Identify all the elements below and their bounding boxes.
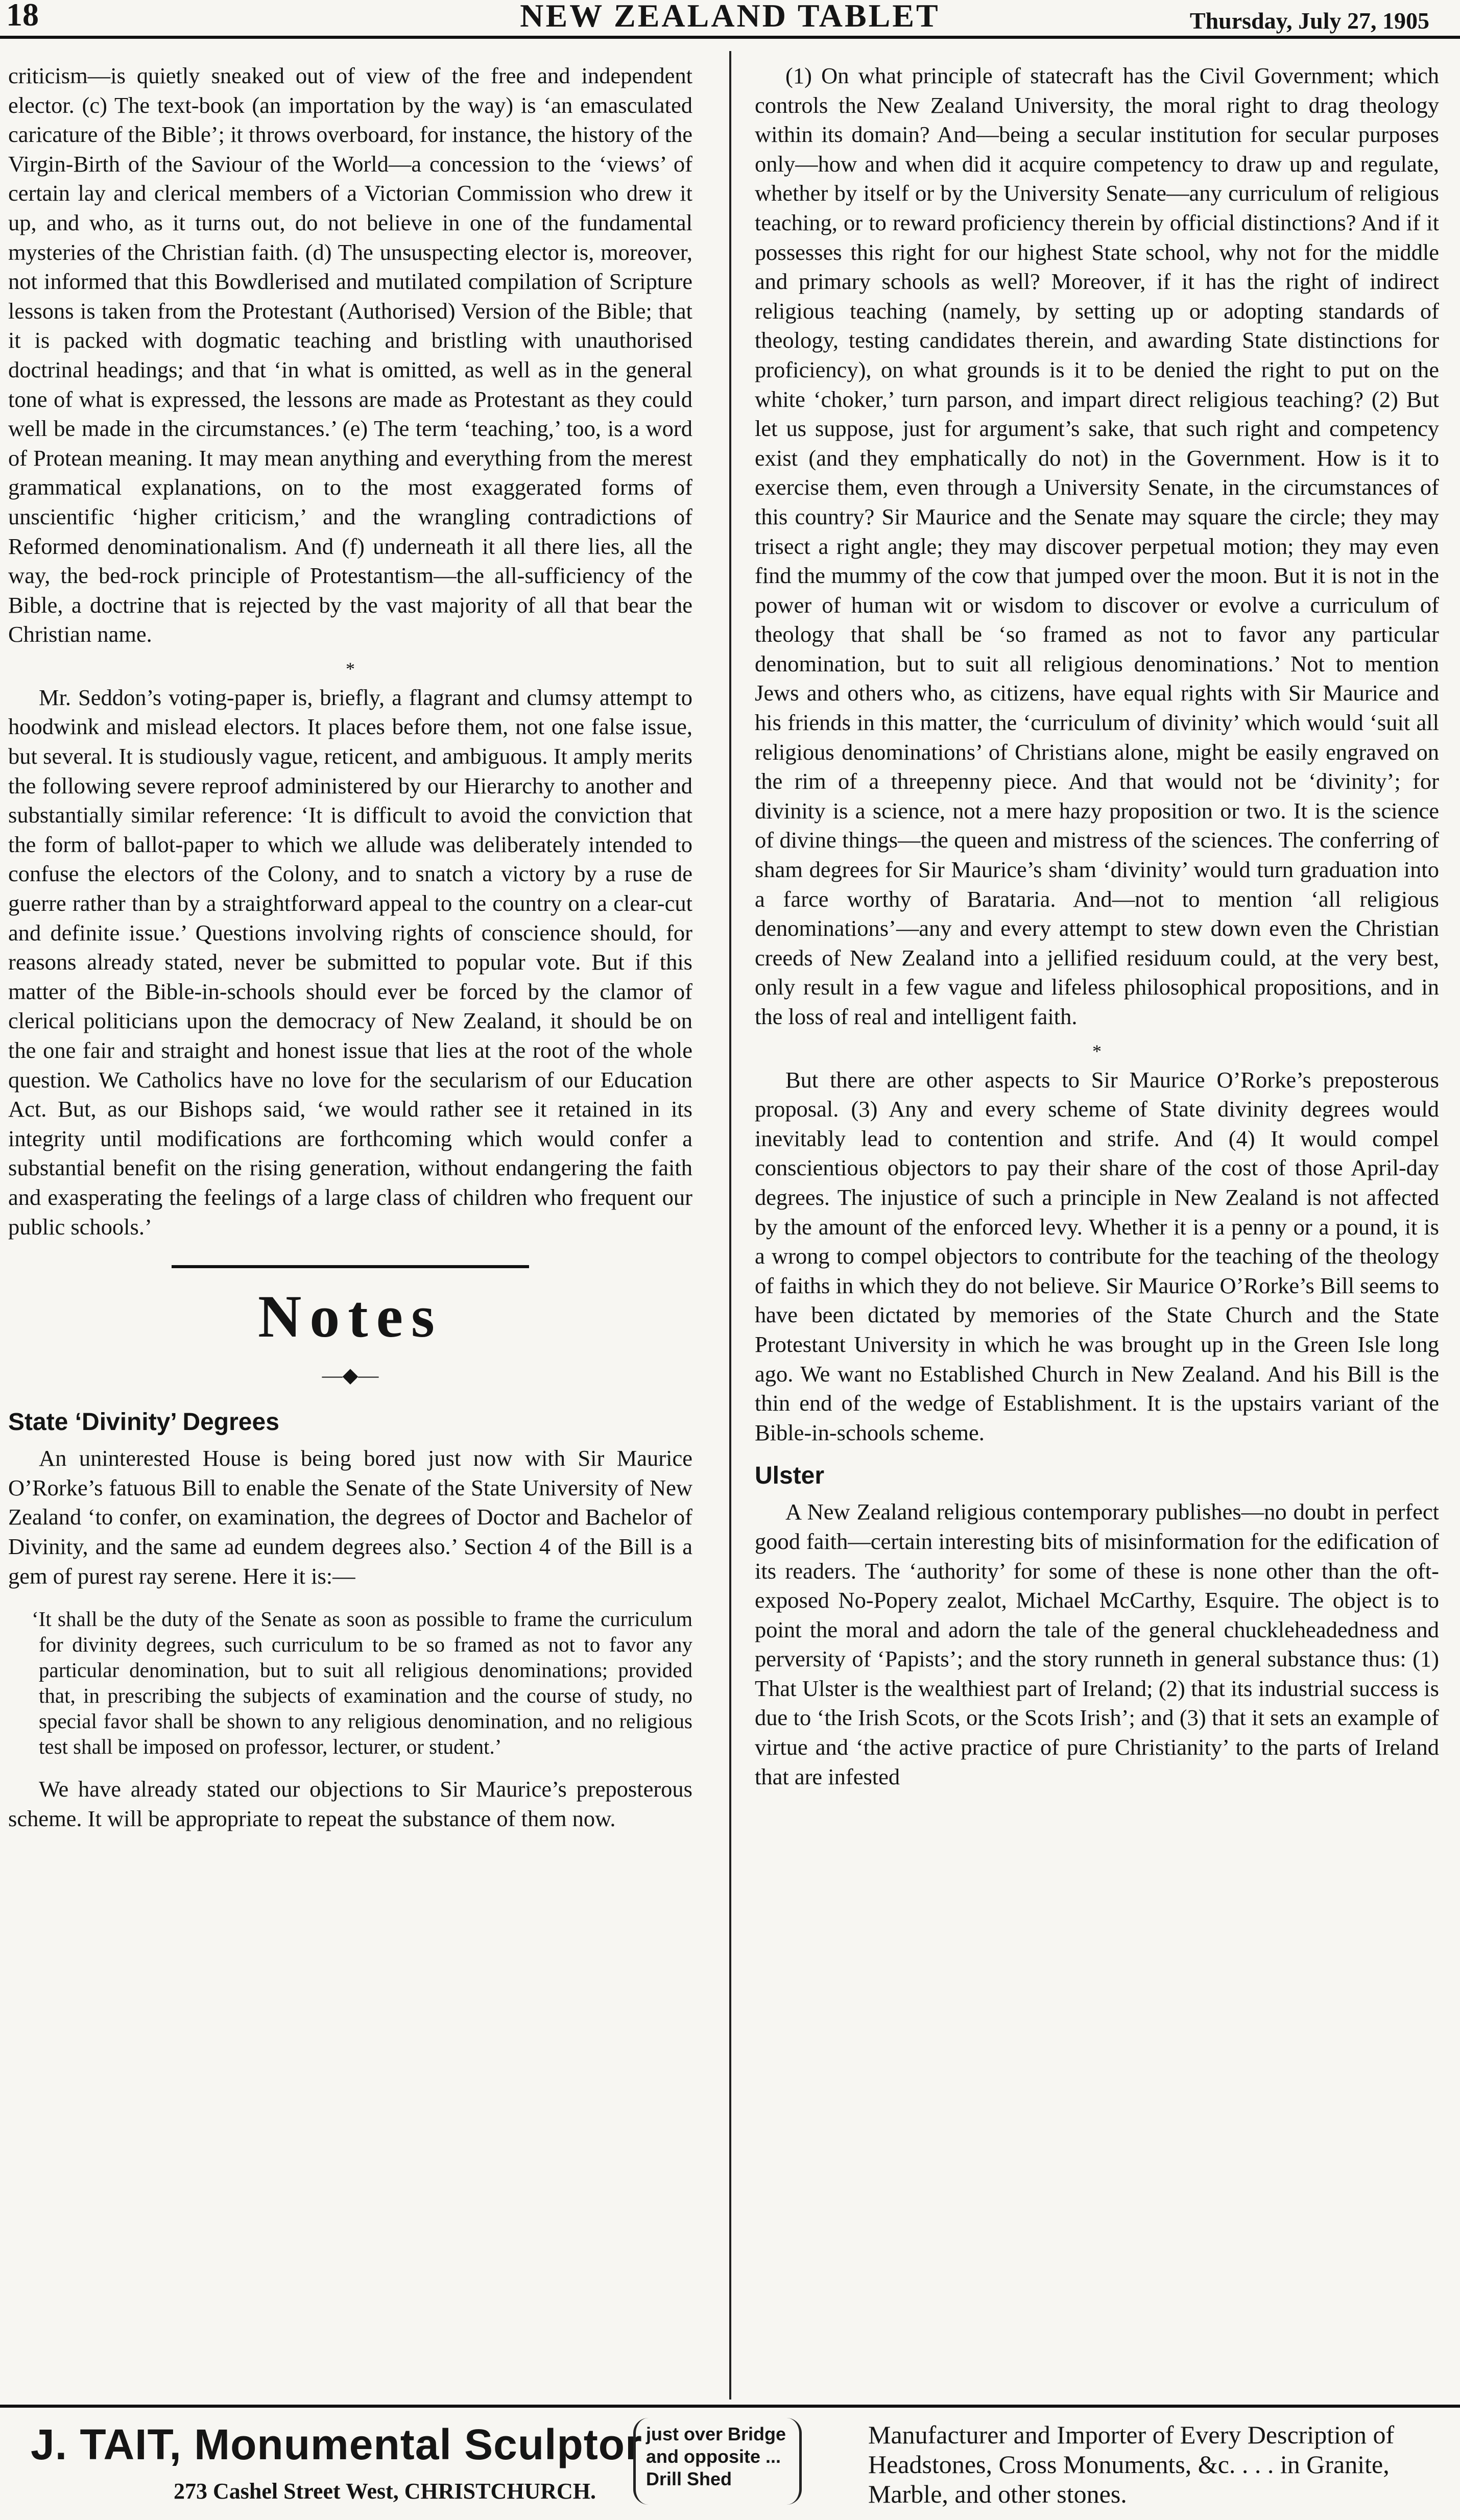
subheading-divinity-degrees: State ‘Divinity’ Degrees [8,1409,279,1436]
masthead: NEW ZEALAND TABLET [520,0,940,34]
right-paragraph-3: A New Zealand religious contemporary publishes—no doubt in perfect good faith—certain interesting bits of misinformation for the edification of its readers. The ‘authority’ for some of these is none other than the oft-exposed No-Popery zealot, Michael McCarthy, Esquire. The object is to point the moral and adorn the tale of the general chuckleheadedness and perversity of ‘Papists’; and the story runneth in general substance thus: (1) That Ulster is the wealthiest part of Ireland; (2) that its industrial success is due to ‘the Irish Scots, or the Scots Irish’; and (3) that it sets an example of virtue and ‘the active practice of pure Christianity’ to the parts of Ireland that are infested [755,1499,1439,1789]
left-paragraph-2: Mr. Seddon’s voting-paper is, briefly, a flagrant and clumsy attempt to hoodwink and mislead electors. It places before them, not one false issue, but several. It is studiously vague, reticent, and ambiguous. It amply merits the following severe reproof administered by our Hierarchy to another and substantially similar reference: ‘It is difficult to avoid the conviction that the form of ballot-paper to which we allude was deliberately intended to confuse the electors of the Colony, and to snatch a victory by a ruse de guerre rather than by a straightforward appeal to the country on a clear-cut and definite issue.’ Questions involving rights of conscience should, for reasons already stated, never be submitted to popular vote. But if this matter of the Bible-in-schools should ever be forced by the clamor of clerical politicians upon the democracy of New Zealand, it should be on the one fair and straight and honest issue that lies at the root of the whole question. We Catholics have no love for the secularism of our Education Act. But, as our Bishops said, ‘we would rather see it retained in its integrity until modifications are forthcoming which would confer a substantial benefit on the rising generation, without endangering the faith and exasperating the feelings of a large class of children who frequent our public schools.’ [8,684,692,1240]
section-star: * [346,658,355,679]
notes-ornament: —◆— [322,1364,379,1387]
advertiser-name: J. TAIT, Monumental Sculptor [31,2420,642,2468]
right-paragraph-1: (1) On what principle of statecraft has the Civil Government; which controls the New Zealand University, the moral right to drag theology within its domain? And—being a secular institution for secular purposes only—how and when did it acquire competency to draw up and regulate, whether by itself or by the University Senate—any curriculum of religious teaching, or to reward proficiency therein by official distinctions? And if it possesses this right for our highest State school, why not for the middle and primary schools as well? Moreover, if it has the right of indirect religious teaching (namely, by setting up or adopting standards of theology, testing candidates therein, and awarding State distinctions for proficiency), on what grounds is it to be denied the right to put on the white ‘choker,’ turn parson, and impart direct religious teaching? (2) But let us suppose, just for argument’s sake, that such right and competency exist (and they emphatically do not) in the Government. How is it to exercise them, even through a University Senate, in the circumstances of this country? Sir Maurice and the Senate may square the circle; they may trisect a right angle; they may discover perpetual motion; they may even find the mummy of the cow that jumped over the moon. But it is not in the power of human wit or wisdom to discover or evolve a curriculum of theology that shall be ‘so framed as not to favor any particular denomination, but to suit all religious denominations.’ Not to mention Jews and others who, as citizens, have equal rights with Sir Maurice and his friends in this matter, the ‘curriculum of divinity’ which would ‘suit all religious denominations’ of Christians alone, might be easily engraved on the rim of a threepenny piece. And that would not be ‘divinity’; for divinity is a science, not a mere hazy proposition or two. It is the science of divine things—the queen and mistress of the sciences. The conferring of sham degrees for Sir Maurice’s sham ‘divinity’ would turn graduation into a farce worthy of Barataria. And—not to mention ‘all religious denominations’—any and every attempt to stew down even the Christian creeds of New Zealand into a jellified residuum could, at the very best, only result in a few vague and lifeless philosophical propositions, and in the loss of real and intelligent faith. [755,63,1439,1029]
right-column [755,61,1439,2389]
left-paragraph-4: We have already stated our objections to Sir Maurice’s preposterous scheme. It will be appropriate to repeat the substance of them now. [8,1776,692,1831]
section-star: * [1092,1040,1102,1061]
advertiser-address: 273 Cashel Street West, CHRISTCHURCH. [174,2479,596,2504]
page-header [0,0,1460,39]
left-paragraph-1: criticism—is quietly sneaked out of view of the free and independent elector. (c) The text-book (an importation by the way) is ‘an emasculated caricature of the Bible’; it throws overboard, for instance, the history of the Virgin-Birth of the Saviour of the World—a concession to the ‘views’ of certain lay and clerical members of a Victorian Commission who drew it up, and who, as it turns out, do not believe in one of the fundamental mysteries of the Christian faith. (d) The unsuspecting elector is, moreover, not informed that this Bowdlerised and mutilated compilation of Scripture lessons is taken from the Protestant (Authorised) Version of the Bible; that it is packed with dogmatic teaching and bristling with unauthorised doctrinal headings; and that ‘in what is omitted, as well as in the general tone of what is expressed, the lessons are made as Protestant as they could well be made in the circumstances.’ (e) The term ‘teaching,’ too, is a word of Protean meaning. It may mean anything and everything from the merest grammatical explanations, on to the most exaggerated forms of unscientific ‘higher criticism,’ and the wrangling contradictions of Reformed denominationalism. And (f) underneath it all there lies, all the way, the bed-rock principle of Protestantism—the all-sufficiency of the Bible, a doctrine that is rejected by the vast majority of all that bear the Christian name. [8,63,692,647]
location-note: just over Bridge and opposite ... Drill Shed [633,2418,802,2505]
notes-title: Notes [258,1283,443,1350]
left-paragraph-3: An uninterested House is being bored just now with Sir Maurice O’Rorke’s fatuous Bill to enable the Senate of the State University of New Zealand ‘to confer, on examination, the degrees of Doctor and Bachelor of Divinity, and the same ad eundem degrees also.’ Section 4 of the Bill is a gem of purest ray serene. Here it is:— [8,1445,692,1589]
right-paragraph-2: But there are other aspects to Sir Maurice O’Rorke’s preposterous proposal. (3) Any and every scheme of State divinity degrees would inevitably lead to contention and strife. And (4) It would compel conscientious objectors to pay their share of the cost of those April-day degrees. The injustice of such a principle in New Zealand is not affected by the amount of the enforced levy. Whether it is a penny or a pound, it is a wrong to compel objectors to contribute for the teaching of the theology of faiths in which they do not believe. Sir Maurice O’Rorke’s Bill seems to have been dictated by memories of the State Church and the State Protestant University in which he was brought up in the Green Isle long ago. We want no Established Church in New Zealand. And his Bill is the thin end of the wedge of Establishment. It is the upstairs variant of the Bible-in-schools scheme. [755,1067,1439,1445]
issue-date: Thursday, July 27, 1905 [1189,8,1429,34]
column-rule [729,51,731,2400]
left-column [8,61,692,2389]
subheading-ulster: Ulster [755,1462,825,1490]
page-number: 18 [6,0,39,33]
advertiser-description: Manufacturer and Importer of Every Description of Headstones, Cross Monuments, &c. . . . in Granite, Marble, and other stones. [868,2420,1395,2508]
advertisement-footer [0,2405,1460,2520]
notes-heading-block [8,1265,692,1386]
bill-quotation: ‘It shall be the duty of the Senate as soon as possible to frame the curriculum for divinity degrees, such curriculum to be so framed as not to favor any particular denomination, but to suit all religious denominations; provided that, in prescribing the subjects of examination and the course of study, no special favor shall be shown to any religious denomination, and no religious test shall be imposed on professor, lecturer, or student.’ [32,1607,692,1759]
